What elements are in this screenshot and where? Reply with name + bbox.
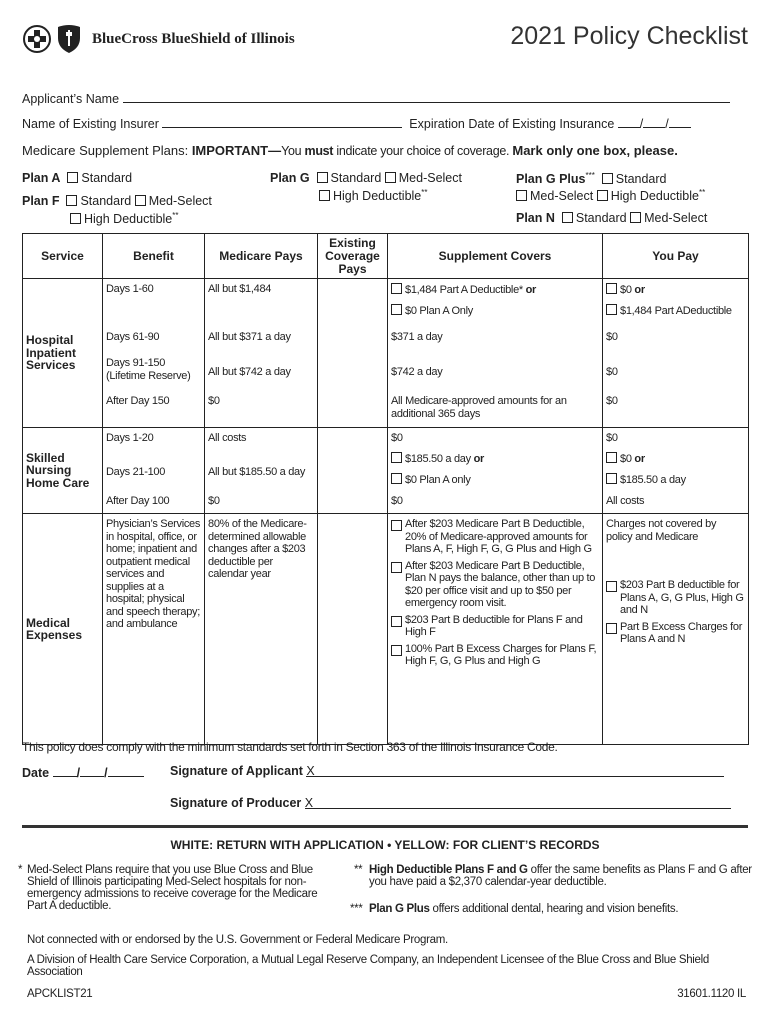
supp-med-excess-charges-checkbox[interactable] [391,645,402,656]
high-deductible-label: High Deductible [84,212,173,227]
option-label: Part B Excess Charges for Plans A and N [620,620,743,645]
expiration-month-field[interactable] [618,115,640,128]
med-select-label: Med-Select [644,211,708,225]
you-pay-cell: $0 [603,353,749,391]
supp-snf-plan-a-checkbox[interactable] [391,473,402,484]
instructions-middle: indicate your choice of coverage. [333,144,513,158]
existing-insurer-field[interactable] [162,115,402,128]
medicare-pays-cell: All but $742 a day [205,353,318,391]
footnote-bold: Plan G Plus [369,903,430,915]
instructions-important: IMPORTANT— [191,143,282,158]
signature-x: X [306,764,315,778]
producer-signature-field[interactable] [305,796,731,809]
date-row [22,764,144,780]
existing-insurer-label: Name of Existing Insurer [22,117,159,131]
benefit-cell: Days 91-150 (Lifetime Reserve) [103,353,205,391]
form-code: 31601.1120 IL [677,988,746,1000]
footnote-text: offers additional dental, hearing and vision benefits. [429,903,679,915]
plan-g-standard-checkbox[interactable] [317,172,328,183]
footnote-g-plus [350,903,750,915]
compliance-statement: This policy does comply with the minimum standards set forth in Section 363 of the Illinois Insurance Code. [22,740,558,754]
high-deductible-label: High Deductible [610,189,699,204]
expiration-year-field[interactable] [669,115,691,128]
option-label: $203 Part B deductible for Plans F and High F [405,613,583,638]
benefit-cell: Physician’s Services in hospital, office, or home; inpatient and outpatient medical services and supplies at a hospital; physical and speech therapy; and ambulance [103,514,205,745]
column-header: Benefit [103,234,205,279]
service-snf: Skilled Nursing Home Care [23,428,103,514]
applicant-name-row [22,90,730,106]
existing-coverage-cell[interactable] [318,514,388,745]
medicare-pays-cell: All but $371 a day [205,327,318,353]
plan-f-label: Plan F [22,194,60,208]
plan-f-high-deductible-checkbox[interactable] [70,213,81,224]
blue-shield-icon [56,24,82,54]
option-label: $0 [620,284,632,296]
column-header: Supplement Covers [388,234,603,279]
plan-g-high-deductible-checkbox[interactable] [319,190,330,201]
date-separator: / [76,766,81,780]
supplement-cell [388,514,603,745]
corporate-notice: A Division of Health Care Service Corporation, a Mutual Legal Reserve Company, an Independent Licensee of the Blue Cross and Blue Shield Association [27,954,709,978]
instructions-mark: Mark only one box, please. [512,143,678,158]
medicare-pays-cell: 80% of the Medicare-determined allowable changes after a $203 deductible per calendar year [205,514,318,745]
supplement-cell: All Medicare-approved amounts for an additional 365 days [388,391,603,428]
column-header: Service [23,234,103,279]
table-row [23,428,749,453]
service-hospital: Hospital Inpatient Services [23,279,103,428]
benefit-cell: Days 61-90 [103,327,205,353]
you-pay-cell [603,514,749,745]
plan-g-plus-med-select-checkbox[interactable] [516,190,527,201]
supp-snf-daily-checkbox[interactable] [391,452,402,463]
page-title: 2021 Policy Checklist [510,22,748,50]
applicant-signature-label: Signature of Applicant [170,764,303,778]
you-pay-cell: $0 [603,428,749,453]
supplement-cell: $0 [388,492,603,514]
footnote-marker: *** [585,171,595,180]
applicant-signature-field[interactable] [306,764,724,777]
high-deductible-label: High Deductible [333,189,422,204]
footnote-bold: High Deductible Plans F and G [369,864,528,876]
you-pay-cell: All costs [603,492,749,514]
med-select-label: Med-Select [398,171,462,185]
you-pay-cell [603,279,749,328]
plan-n-label: Plan N [516,211,555,225]
plan-f-high-row [70,211,178,226]
plan-n-standard-checkbox[interactable] [562,212,573,223]
benefit-cell: After Day 150 [103,391,205,428]
footnote-marker: ** [698,188,706,197]
plan-f-med-select-checkbox[interactable] [135,195,146,206]
column-header: Existing Coverage Pays [318,234,388,279]
column-header: Medicare Pays [205,234,318,279]
plan-n-row [516,211,707,225]
supplement-cell: $742 a day [388,353,603,391]
brand-name: BlueCross BlueShield of Illinois [92,30,295,47]
option-label: $185.50 a day [405,453,471,465]
you-pay-med-deductible-checkbox[interactable] [606,581,617,592]
supp-med-part-b-deductible-checkbox[interactable] [391,616,402,627]
supplement-cell: $371 a day [388,327,603,353]
option-label: After $203 Medicare Part B Deductible, Plan N pays the balance, other than up to $20 per office visit and up to $50 per emergency room visit. [405,559,596,609]
you-pay-cell: $0 [603,327,749,353]
option-label: $0 [620,453,632,465]
plan-g-plus-row-2 [516,188,705,203]
producer-signature-label: Signature of Producer [170,796,302,810]
plan-a-row [22,171,132,185]
producer-signature-row [170,796,731,810]
existing-coverage-cell[interactable] [318,279,388,428]
date-label: Date [22,766,50,780]
plan-f-row [22,194,212,208]
instructions-you: You [281,144,305,158]
you-pay-text: Charges not covered by policy and Medicare [606,518,717,543]
table-header-row [23,234,749,279]
table-row [23,514,749,745]
plan-g-plus-high-deductible-checkbox[interactable] [597,190,608,201]
footnote-marker: *** [350,903,363,915]
or-label: or [525,284,537,296]
disclaimer: Not connected with or endorsed by the U.S. Government or Federal Medicare Program. [27,934,448,946]
sign-year-field[interactable] [108,764,144,777]
medicare-pays-cell: $0 [205,391,318,428]
standard-label: Standard [81,171,133,185]
footnote-marker: ** [354,864,363,876]
plan-g-plus-label: Plan G Plus [516,172,586,187]
option-label: $0 Plan A Only [405,304,473,317]
med-select-label: Med-Select [148,194,212,208]
you-pay-snf-zero-checkbox[interactable] [606,452,617,463]
benefit-cell: Days 1-60 [103,279,205,328]
applicant-name-label: Applicant’s Name [22,92,120,106]
standard-label: Standard [80,194,132,208]
supp-hosp-plan-a-checkbox[interactable] [391,304,402,315]
plan-a-standard-checkbox[interactable] [67,172,78,183]
supplement-cell [388,452,603,492]
supp-med-20pct-checkbox[interactable] [391,520,402,531]
standard-label: Standard [575,211,627,225]
or-label: or [634,453,645,465]
expiration-date-label: Expiration Date of Existing Insurance [409,117,615,131]
standard-label: Standard [615,172,667,187]
standard-label: Standard [330,171,382,185]
you-pay-hosp-deductible-checkbox[interactable] [606,304,617,315]
benefit-cell: After Day 100 [103,492,205,514]
footnote-text: Med-Select Plans require that you use Blue Cross and Blue Shield of Illinois participating Med-Select hospitals for non-emergency admissions to receive coverage for the Medicare Part A deductible. [27,864,318,912]
column-header: You Pay [603,234,749,279]
you-pay-hosp-zero-checkbox[interactable] [606,283,617,294]
option-label: After $203 Medicare Part B Deductible, 20% of Medicare-approved amounts for Plans A, F, High F, G, G Plus and High G [405,518,592,555]
existing-insurer-row [22,115,691,131]
footnote-high-deductible [354,864,754,888]
footnote-marker: ** [421,188,428,197]
option-label: $0 Plan A only [405,473,471,486]
option-label: $1,484 Part ADeductible [620,304,732,317]
brand-logo [22,24,295,54]
coverage-table [22,233,749,745]
service-medical: Medical Expenses [23,514,103,745]
date-separator: / [104,766,108,780]
blue-cross-icon [22,24,52,54]
you-pay-cell [603,452,749,492]
option-label: $1,484 Part A Deductible* [405,284,523,296]
you-pay-snf-daily-checkbox[interactable] [606,473,617,484]
applicant-signature-row [170,764,724,778]
plan-g-plus-standard-checkbox[interactable] [602,173,613,184]
supp-med-plan-n-checkbox[interactable] [391,562,402,573]
instructions-must: must [304,144,334,158]
date-separator: / [639,117,644,131]
divider [22,825,748,828]
expiration-day-field[interactable] [643,115,665,128]
plan-g-plus-row [516,171,667,186]
footnote-text: offer the same benefits as Plans F and G after you have paid a $2,370 calendar-year deductible. [369,864,752,888]
table-row [23,279,749,328]
supplement-cell: $0 [388,428,603,453]
or-label: or [634,284,645,296]
existing-coverage-cell[interactable] [318,428,388,514]
option-label: 100% Part B Excess Charges for Plans F, High F, G, G Plus and High G [405,642,597,667]
sign-month-field[interactable] [53,764,77,777]
plan-g-high-row [319,188,427,203]
medicare-pays-cell: All but $1,484 [205,279,318,328]
supplement-cell [388,279,603,328]
plan-f-standard-checkbox[interactable] [66,195,77,206]
plan-g-med-select-checkbox[interactable] [385,172,396,183]
you-pay-med-excess-checkbox[interactable] [606,623,617,634]
supp-hosp-deductible-checkbox[interactable] [391,283,402,294]
or-label: or [473,453,484,465]
footnote-marker: ** [172,211,179,220]
form-id: APCKLIST21 [27,988,93,1000]
benefit-cell: Days 1-20 [103,428,205,453]
signature-x: X [304,796,314,810]
medicare-pays-cell: $0 [205,492,318,514]
option-label: $203 Part B deductible for Plans A, G, G Plus, High G and N [620,579,744,616]
plan-g-label: Plan G [270,171,310,185]
medicare-pays-cell: All but $185.50 a day [205,452,318,492]
you-pay-cell: $0 [603,391,749,428]
date-separator: / [665,117,669,131]
footnote-marker: * [18,864,23,876]
applicant-name-field[interactable] [123,90,730,103]
option-label: $185.50 a day [620,473,686,486]
benefit-cell: Days 21-100 [103,452,205,492]
coverage-instructions [22,143,678,158]
plan-a-label: Plan A [22,171,61,185]
med-select-label: Med-Select [530,189,594,204]
instructions-prefix: Medicare Supplement Plans: [22,143,192,158]
sign-day-field[interactable] [80,764,104,777]
plan-g-row [270,171,462,185]
footnote-med-select [18,864,338,912]
return-instructions: WHITE: RETURN WITH APPLICATION • YELLOW: FOR CLIENT’S RECORDS [170,838,600,852]
medicare-pays-cell: All costs [205,428,318,453]
plan-n-med-select-checkbox[interactable] [630,212,641,223]
